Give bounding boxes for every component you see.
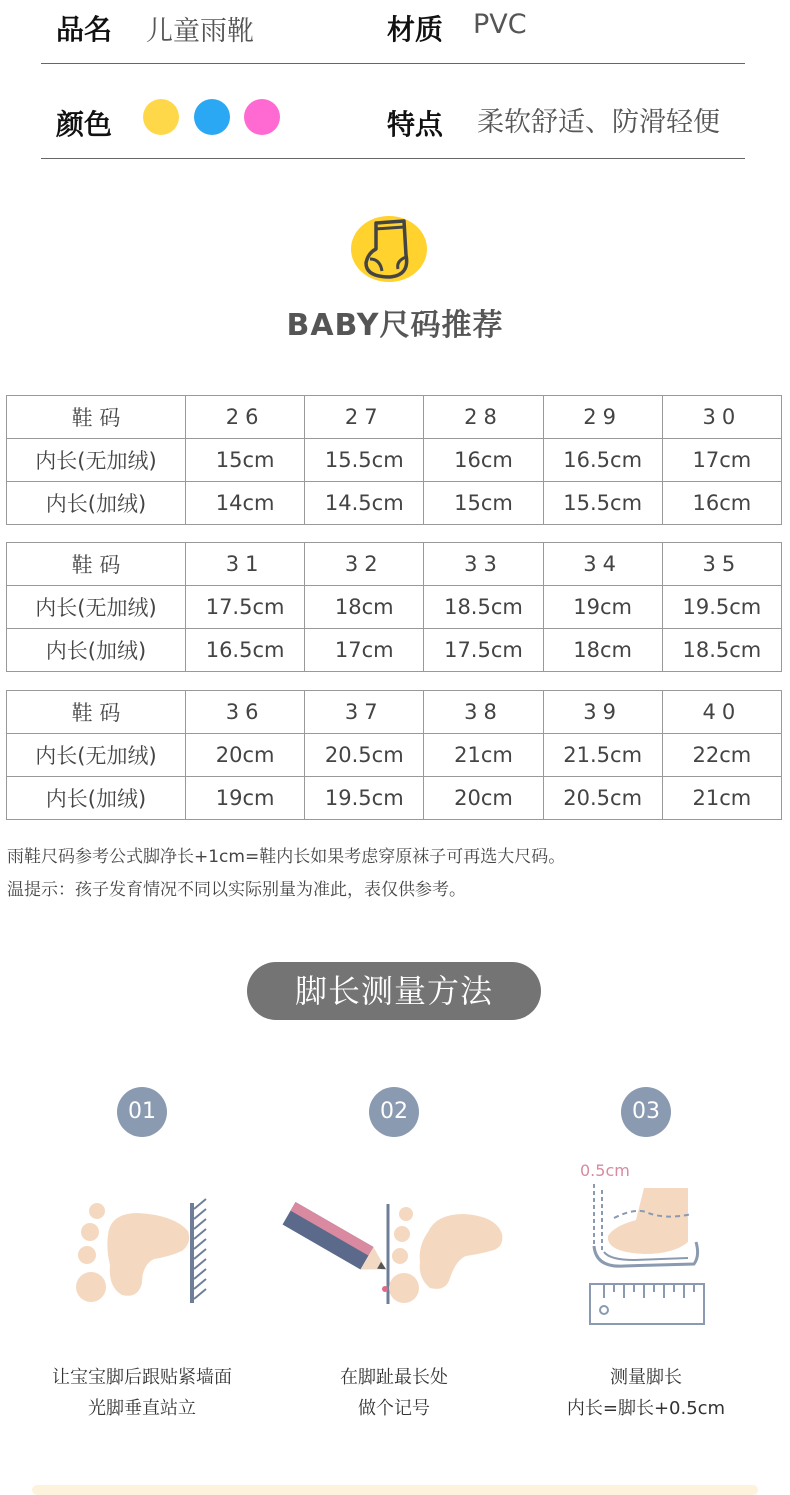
size-table	[6, 395, 782, 525]
length-cell: 21.5cm	[543, 734, 662, 777]
length-cell: 15.5cm	[543, 482, 662, 525]
size-cell: 37	[305, 691, 424, 734]
step-caption-line: 内长=脚长+0.5cm	[566, 1398, 726, 1419]
size-cell: 34	[543, 543, 662, 586]
step-caption-line: 做个记号	[358, 1398, 430, 1419]
length-cell: 17.5cm	[424, 629, 543, 672]
row-label: 内长(加绒)	[7, 777, 186, 820]
length-cell: 16.5cm	[543, 439, 662, 482]
size-tip-note: 温提示：孩子发育情况不同以实际别量为准此，表仅供参考。	[7, 880, 466, 900]
length-cell: 18cm	[305, 586, 424, 629]
table-row	[7, 439, 782, 482]
table-row	[7, 691, 782, 734]
step-caption	[12, 1362, 272, 1424]
size-cell: 35	[662, 543, 781, 586]
foot-ruler-icon	[584, 1180, 714, 1330]
length-cell: 17cm	[662, 439, 781, 482]
bottom-panel-edge	[32, 1485, 758, 1495]
color-swatch-yellow	[143, 99, 179, 135]
size-cell: 38	[424, 691, 543, 734]
step-caption-line: 测量脚长	[610, 1367, 682, 1388]
length-cell: 15cm	[186, 439, 305, 482]
sock-icon	[346, 207, 436, 287]
color-swatch-blue	[194, 99, 230, 135]
row-label: 内长(无加绒)	[7, 734, 186, 777]
length-cell: 16cm	[662, 482, 781, 525]
row-label: 鞋 码	[7, 543, 186, 586]
color-swatch-pink	[244, 99, 280, 135]
length-cell: 20.5cm	[305, 734, 424, 777]
feature-value: 柔软舒适、防滑轻便	[477, 107, 720, 138]
footprint-wall-icon	[70, 1195, 220, 1310]
table-row	[7, 543, 782, 586]
length-cell: 16.5cm	[186, 629, 305, 672]
margin-annotation: 0.5cm	[580, 1161, 630, 1180]
length-cell: 21cm	[424, 734, 543, 777]
size-recommend-title: BABY尺码推荐	[286, 308, 504, 343]
length-cell: 21cm	[662, 777, 781, 820]
row-label: 内长(无加绒)	[7, 586, 186, 629]
length-cell: 18cm	[543, 629, 662, 672]
size-cell: 26	[186, 396, 305, 439]
name-label: 品名	[56, 13, 113, 46]
length-cell: 17cm	[305, 629, 424, 672]
step-number-badge: 03	[621, 1087, 671, 1137]
table-row	[7, 629, 782, 672]
step-caption-line: 在脚趾最长处	[340, 1367, 448, 1388]
length-cell: 15cm	[424, 482, 543, 525]
length-cell: 19cm	[186, 777, 305, 820]
size-cell: 36	[186, 691, 305, 734]
row-label: 内长(加绒)	[7, 629, 186, 672]
material-value: PVC	[473, 9, 527, 40]
length-cell: 19.5cm	[305, 777, 424, 820]
row-label: 内长(无加绒)	[7, 439, 186, 482]
size-cell: 33	[424, 543, 543, 586]
length-cell: 19.5cm	[662, 586, 781, 629]
step-caption-line: 让宝宝脚后跟贴紧墙面	[52, 1367, 232, 1388]
size-cell: 39	[543, 691, 662, 734]
size-table	[6, 690, 782, 820]
size-table	[6, 542, 782, 672]
row-label: 鞋 码	[7, 691, 186, 734]
row-label: 内长(加绒)	[7, 482, 186, 525]
size-cell: 40	[662, 691, 781, 734]
length-cell: 18.5cm	[662, 629, 781, 672]
size-cell: 31	[186, 543, 305, 586]
length-cell: 18.5cm	[424, 586, 543, 629]
size-cell: 30	[662, 396, 781, 439]
name-value: 儿童雨靴	[146, 16, 254, 47]
size-cell: 29	[543, 396, 662, 439]
table-row	[7, 482, 782, 525]
material-label: 材质	[387, 13, 444, 46]
length-cell: 14cm	[186, 482, 305, 525]
length-cell: 17.5cm	[186, 586, 305, 629]
size-cell: 27	[305, 396, 424, 439]
size-cell: 32	[305, 543, 424, 586]
color-label: 颜色	[56, 108, 113, 141]
length-cell: 19cm	[543, 586, 662, 629]
divider	[41, 158, 745, 159]
measure-method-title: 脚长测量方法	[247, 962, 541, 1020]
step-caption	[516, 1362, 776, 1424]
length-cell: 22cm	[662, 734, 781, 777]
size-cell: 28	[424, 396, 543, 439]
length-cell: 20cm	[424, 777, 543, 820]
table-row	[7, 396, 782, 439]
length-cell: 20cm	[186, 734, 305, 777]
table-row	[7, 777, 782, 820]
pencil-mark-icon	[280, 1200, 510, 1310]
row-label: 鞋 码	[7, 396, 186, 439]
feature-label: 特点	[387, 108, 444, 141]
step-number-badge: 02	[369, 1087, 419, 1137]
length-cell: 16cm	[424, 439, 543, 482]
step-number-badge: 01	[117, 1087, 167, 1137]
step-caption-line: 光脚垂直站立	[88, 1398, 196, 1419]
step-caption	[264, 1362, 524, 1424]
divider	[41, 63, 745, 64]
size-formula-note: 雨鞋尺码参考公式脚净长+1cm=鞋内长如果考虑穿原袜子可再选大尺码。	[7, 847, 566, 867]
length-cell: 14.5cm	[305, 482, 424, 525]
table-row	[7, 586, 782, 629]
length-cell: 20.5cm	[543, 777, 662, 820]
length-cell: 15.5cm	[305, 439, 424, 482]
table-row	[7, 734, 782, 777]
